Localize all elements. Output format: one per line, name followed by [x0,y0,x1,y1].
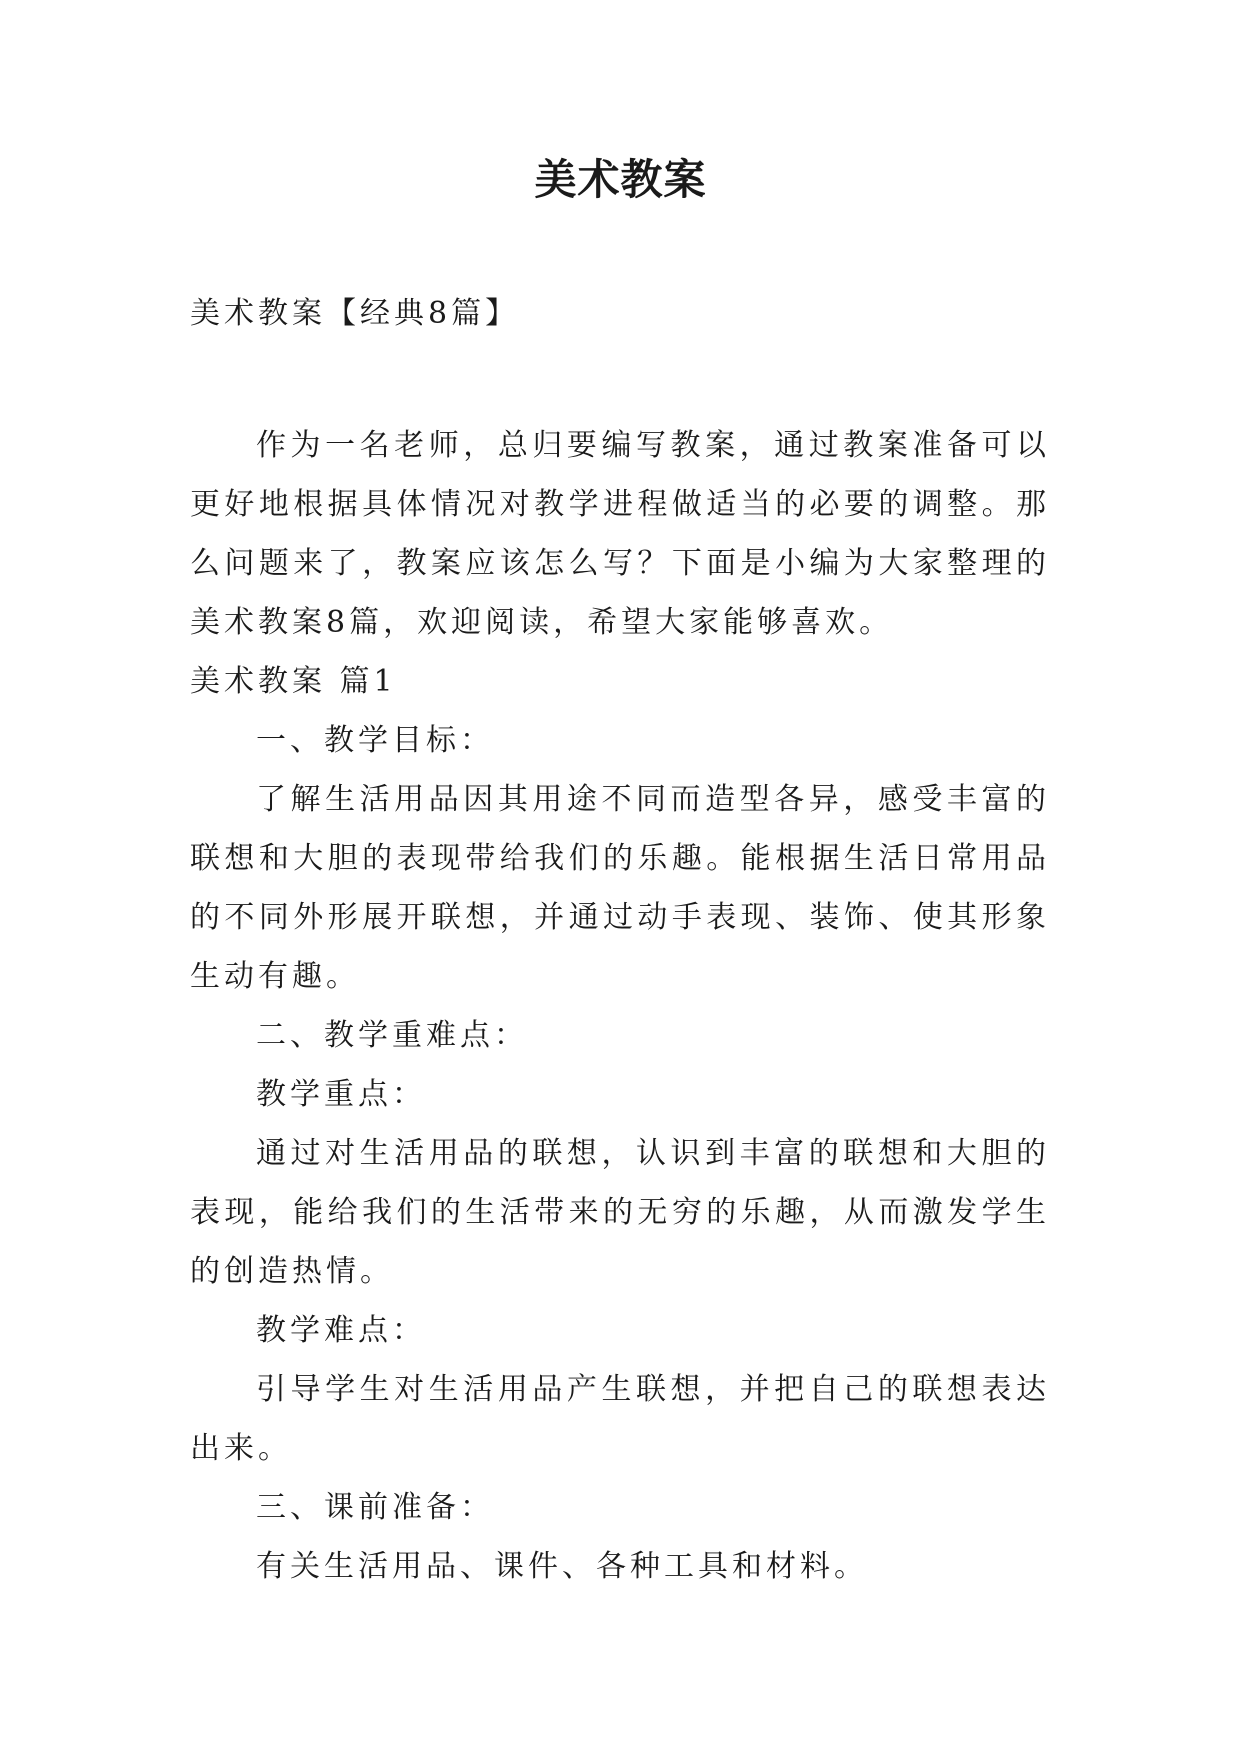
document-body [190,284,1050,1596]
heading-teaching-goals: 一、教学目标： [256,723,494,758]
paragraph-key-points: 通过对生活用品的联想，认识到丰富的联想和大胆的表现，能给我们的生活带来的无穷的乐趣，从而激发学生的创造热情。 [190,1136,1050,1289]
paragraph-difficult-points: 引导学生对生活用品产生联想，并把自己的联想表达出来。 [190,1372,1050,1466]
document-subtitle: 美术教案【经典8篇】 [190,296,520,331]
heading-key-difficult-points: 二、教学重难点： [256,1018,528,1053]
paragraph-teaching-goals: 了解生活用品因其用途不同而造型各异，感受丰富的联想和大胆的表现带给我们的乐趣。能根据生活日常用品的不同外形展开联想，并通过动手表现、装饰、使其形象生动有趣。 [190,782,1050,994]
document-title: 美术教案 [534,155,707,204]
heading-difficult-points: 教学难点： [256,1313,426,1348]
paragraph-spacer [190,343,1050,402]
heading-preparation: 三、课前准备： [256,1490,494,1525]
heading-key-points: 教学重点： [256,1077,426,1112]
intro-paragraph: 作为一名老师，总归要编写教案，通过教案准备可以更好地根据具体情况对教学进程做适当的必要的调整。那么问题来了，教案应该怎么写？下面是小编为大家整理的美术教案8篇，欢迎阅读，希望大家能够喜欢。 [190,428,1050,640]
section-heading: 美术教案 篇1 [190,664,397,699]
paragraph-preparation: 有关生活用品、课件、各种工具和材料。 [256,1549,868,1584]
